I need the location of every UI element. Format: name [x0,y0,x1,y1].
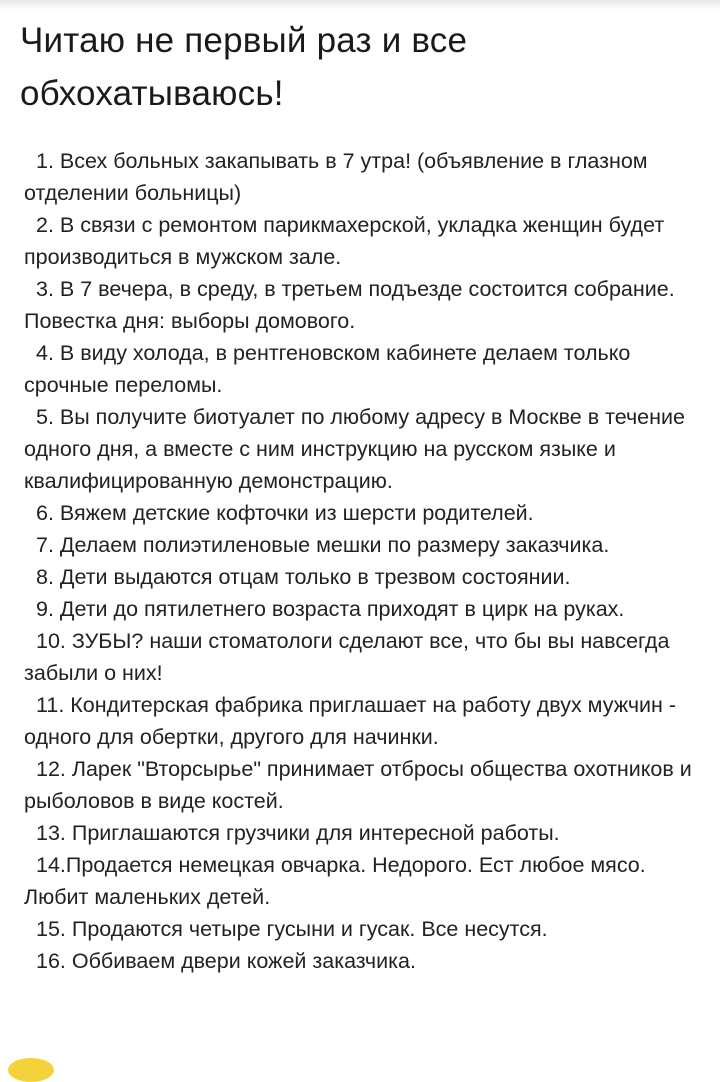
list-item: 9. Дети до пятилетнего возраста приходят в цирк на руках. [36,597,625,621]
list-item: 11. Кондитерская фабрика приглашает на работу двух мужчин - одного для обертки, другого для начинки. [24,693,677,749]
list-item: 10. ЗУБЫ? наши стоматологи сделают все, что бы вы навсегда забыли о них! [24,629,670,685]
list-item: 6. Вяжем детские кофточки из шерсти родителей. [36,501,534,525]
post-title: Читаю не первый раз и все обхохатываюсь! [20,21,468,113]
list-item: 8. Дети выдаются отцам только в трезвом состоянии. [36,565,571,589]
list-item: 1. Всех больных закапывать в 7 утра! (объявление в глазном отделении больницы) [24,149,648,205]
list-item: 5. Вы получите биотуалет по любому адресу в Москве в течение одного дня, а вместе с ним инструкцию на русском языке и квалифицированную демонстрацию. [24,405,685,493]
list-item: 7. Делаем полиэтиленовые мешки по размеру заказчика. [36,533,610,557]
list-item: 4. В виду холода, в рентгеновском кабинете делаем только срочные переломы. [24,341,631,397]
list-item: 14.Продается немецкая овчарка. Недорого. Ест любое мясо. Любит маленьких детей. [24,853,646,909]
list-item: 12. Ларек "Вторсырье" принимает отбросы общества охотников и рыболовов в виде костей. [24,757,692,813]
list-item: 2. В связи с ремонтом парикмахерской, укладка женщин будет производиться в мужском зале. [24,213,665,269]
top-divider [0,0,720,10]
notice-list [0,145,720,977]
post-content [0,14,720,977]
emoji-icon [8,1058,54,1082]
list-item: 3. В 7 вечера, в среду, в третьем подъезде состоится собрание. Повестка дня: выборы домового. [24,277,675,333]
list-item: 13. Приглашаются грузчики для интересной работы. [36,821,560,845]
list-item: 16. Оббиваем двери кожей заказчика. [36,949,416,973]
list-item: 15. Продаются четыре гусыни и гусак. Все несутся. [36,917,548,941]
